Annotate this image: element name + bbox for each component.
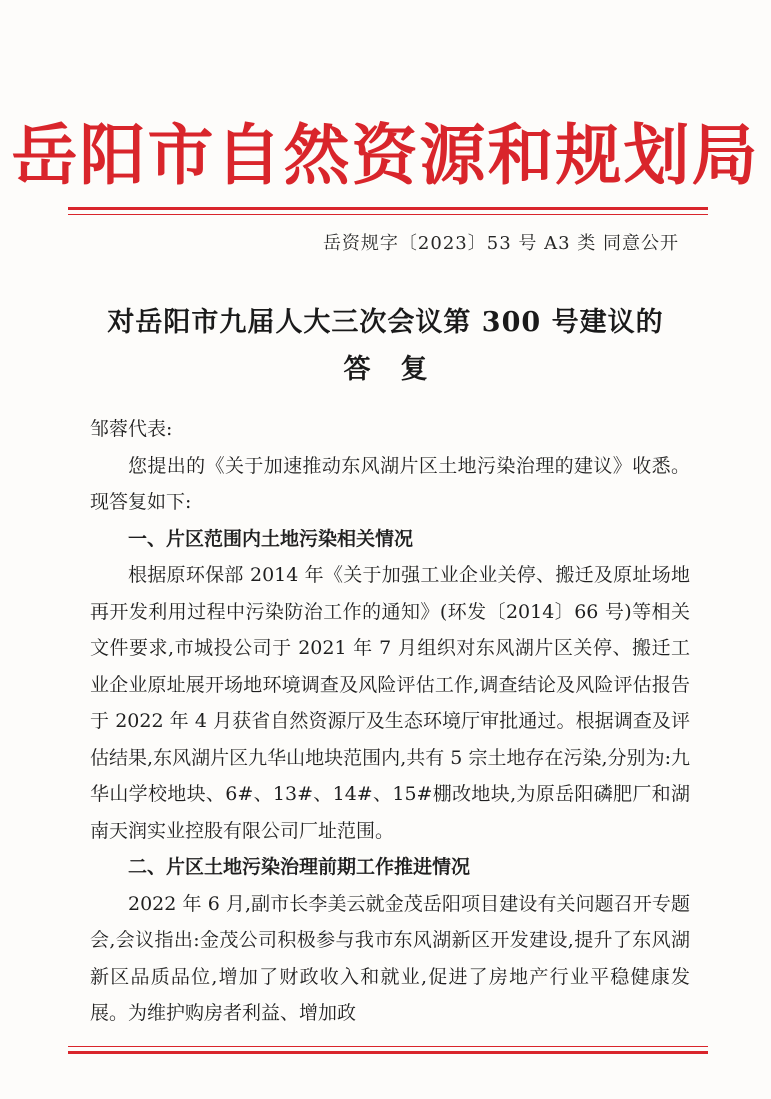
paragraph-acknowledgement: 您提出的《关于加速推动东风湖片区土地污染治理的建议》收悉。现答复如下: xyxy=(90,454,690,513)
document-body xyxy=(90,411,690,1032)
letterhead-rule-thin xyxy=(68,214,708,215)
letterhead-rule-thick xyxy=(68,207,708,210)
document-title-line2: 答复 xyxy=(343,354,458,385)
footer-rule-thin xyxy=(68,1046,708,1047)
document-number: 岳资规字〔2023〕53 号 A3 类 同意公开 xyxy=(322,233,679,254)
letterhead-title: 岳阳市自然资源和规划局 xyxy=(11,116,760,194)
paragraph-pollution-situation: 根据原环保部 2014 年《关于加强工业企业关停、搬迁及原址场地再开发利用过程中污染防治工作的通知》(环发〔2014〕66 号)等相关文件要求,市城投公司于 2021 年 7 月组织对东风湖片区关停、搬迁工业企业原址展开场地环境调查及风险评估工作,调查结论及风险评估报告于 2022 年 4 月获省自然资源厅及生态环境厅审批通过。根据调查及评估结果,东风湖片区九华山地块范围内,共有 5 宗土地存在污染,分别为:九华山学校地块、6#、13#、14#、15#棚改地块,为原岳阳磷肥厂和湖南天润实业控股有限公司厂址范围。 xyxy=(90,564,690,842)
section-heading-1: 一、片区范围内土地污染相关情况 xyxy=(128,527,414,550)
section-heading-2: 二、片区土地污染治理前期工作推进情况 xyxy=(128,856,471,878)
footer-rule-thick xyxy=(68,1051,708,1054)
paragraph-preliminary-work: 2022 年 6 月,副市长李美云就金茂岳阳项目建设有关问题召开专题会,会议指出:金茂公司积极参与我市东风湖新区开发建设,提升了东风湖新区品质品位,增加了财政收入和就业,促进了房地产行业平稳健康发展。为维护购房者利益、增加政 xyxy=(90,892,690,1024)
document-title-line1: 对岳阳市九届人大三次会议第 300 号建议的 xyxy=(107,307,664,338)
salutation: 邹蓉代表: xyxy=(90,418,173,440)
